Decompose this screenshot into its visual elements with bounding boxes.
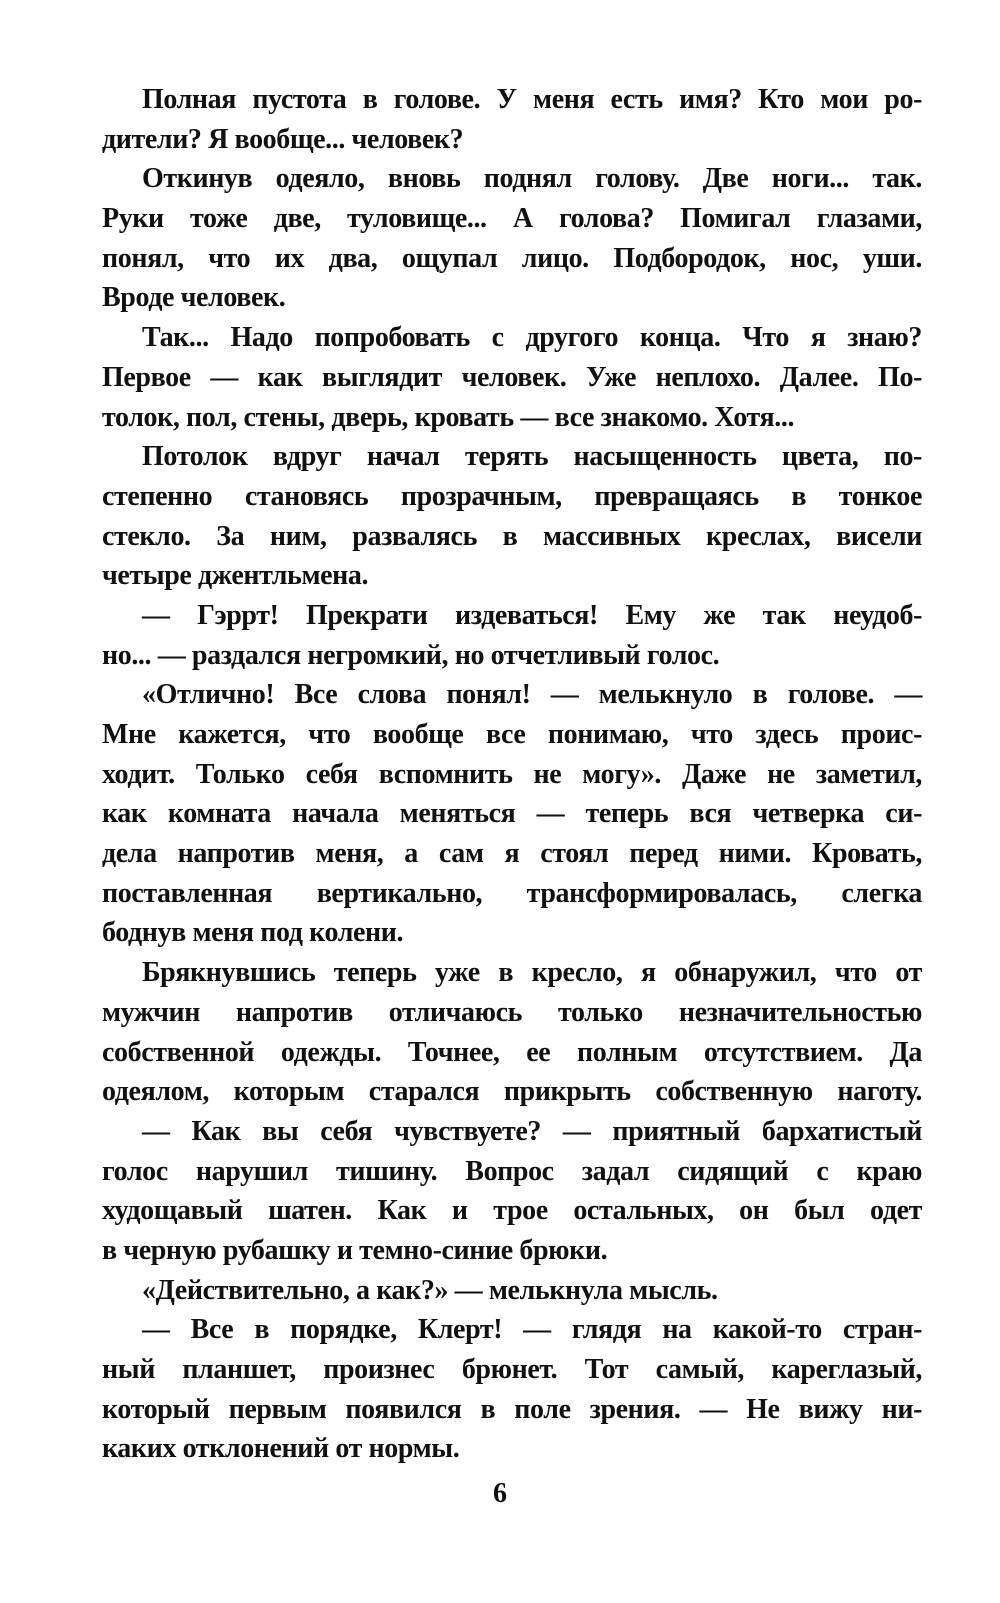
text-line: — Гэррт! Прекрати издеваться! Ему же так неудоб- — [142, 599, 922, 631]
text-line: понял, что их два, ощупал лицо. Подбородок, нос, уши. — [102, 242, 922, 274]
text-line: стекло. За ним, развалясь в массивных креслах, висели — [102, 520, 922, 552]
text-line: голос нарушил тишину. Вопрос задал сидящий с краю — [102, 1155, 922, 1187]
text-line: четыре джентльмена. — [102, 560, 369, 592]
text-line: ходит. Только себя вспомнить не могу». Даже не заметил, — [102, 758, 922, 790]
text-line: Так... Надо попробовать с другого конца. Что я знаю? — [142, 322, 922, 354]
text-line: худощавый шатен. Как и трое остальных, он был одет — [102, 1195, 922, 1227]
text-line: который первым появился в поле зрения. — Не вижу ни- — [102, 1393, 922, 1425]
page-number: 6 — [493, 1478, 507, 1509]
text-line: Первое — как выглядит человек. Уже неплохо. Далее. По- — [102, 361, 922, 393]
text-line: мужчин напротив отличаюсь только незначительностью — [102, 996, 922, 1028]
paragraph — [102, 953, 922, 1112]
text-line: толок, пол, стены, дверь, кровать — все знакомо. Хотя... — [102, 401, 795, 433]
text-line: поставленная вертикально, трансформировалась, слегка — [102, 877, 922, 909]
text-line: Вроде человек. — [102, 282, 286, 314]
text-line: но... — раздался негромкий, но отчетливый голос. — [102, 639, 720, 671]
text-line: боднув меня под колени. — [102, 917, 404, 949]
text-line: каких отклонений от нормы. — [102, 1433, 460, 1465]
paragraph — [102, 1271, 922, 1311]
text-line: Полная пустота в голове. У меня есть имя? Кто мои ро- — [142, 84, 922, 115]
text-line: Потолок вдруг начал терять насыщенность цвета, по- — [142, 441, 922, 473]
text-line: собственной одежды. Точнее, ее полным отсутствием. Да — [102, 1036, 922, 1068]
body-text — [102, 80, 922, 1469]
paragraph — [102, 437, 922, 596]
text-line: «Отлично! Все слова понял! — мелькнуло в голове. — — [142, 679, 922, 711]
paragraph — [102, 318, 922, 437]
text-line: ный планшет, произнес брюнет. Тот самый, кареглазый, — [102, 1354, 922, 1385]
text-line: — Как вы себя чувствуете? — приятный бархатистый — [142, 1115, 922, 1147]
paragraph — [102, 596, 922, 675]
text-line: Брякнувшись теперь уже в кресло, я обнаружил, что от — [142, 957, 922, 989]
paragraph — [102, 675, 922, 953]
text-line: дела напротив меня, а сам я стоял перед ними. Кровать, — [102, 838, 922, 870]
text-line: Руки тоже две, туловище... А голова? Помигал глазами, — [102, 203, 922, 235]
text-line: Мне кажется, что вообще все понимаю, что здесь проис- — [102, 719, 922, 750]
paragraph — [102, 1112, 922, 1271]
text-line: одеялом, которым старался прикрыть собственную наготу. — [102, 1076, 922, 1108]
text-line: в черную рубашку и темно-синие брюки. — [102, 1234, 608, 1266]
paragraph — [102, 80, 922, 159]
text-line: — Все в порядке, Клерт! — глядя на какой-то стран- — [142, 1314, 922, 1346]
text-line: дители? Я вообще... человек? — [102, 123, 464, 155]
text-line: как комната начала меняться — теперь вся четверка си- — [102, 798, 922, 830]
paragraph — [102, 1310, 922, 1469]
paragraph — [102, 159, 922, 318]
text-line: Откинув одеяло, вновь поднял голову. Две ноги... так. — [142, 163, 922, 195]
text-line: «Действительно, а как?» — мелькнула мысль. — [142, 1274, 718, 1306]
text-line: степенно становясь прозрачным, превращаясь в тонкое — [102, 480, 922, 512]
